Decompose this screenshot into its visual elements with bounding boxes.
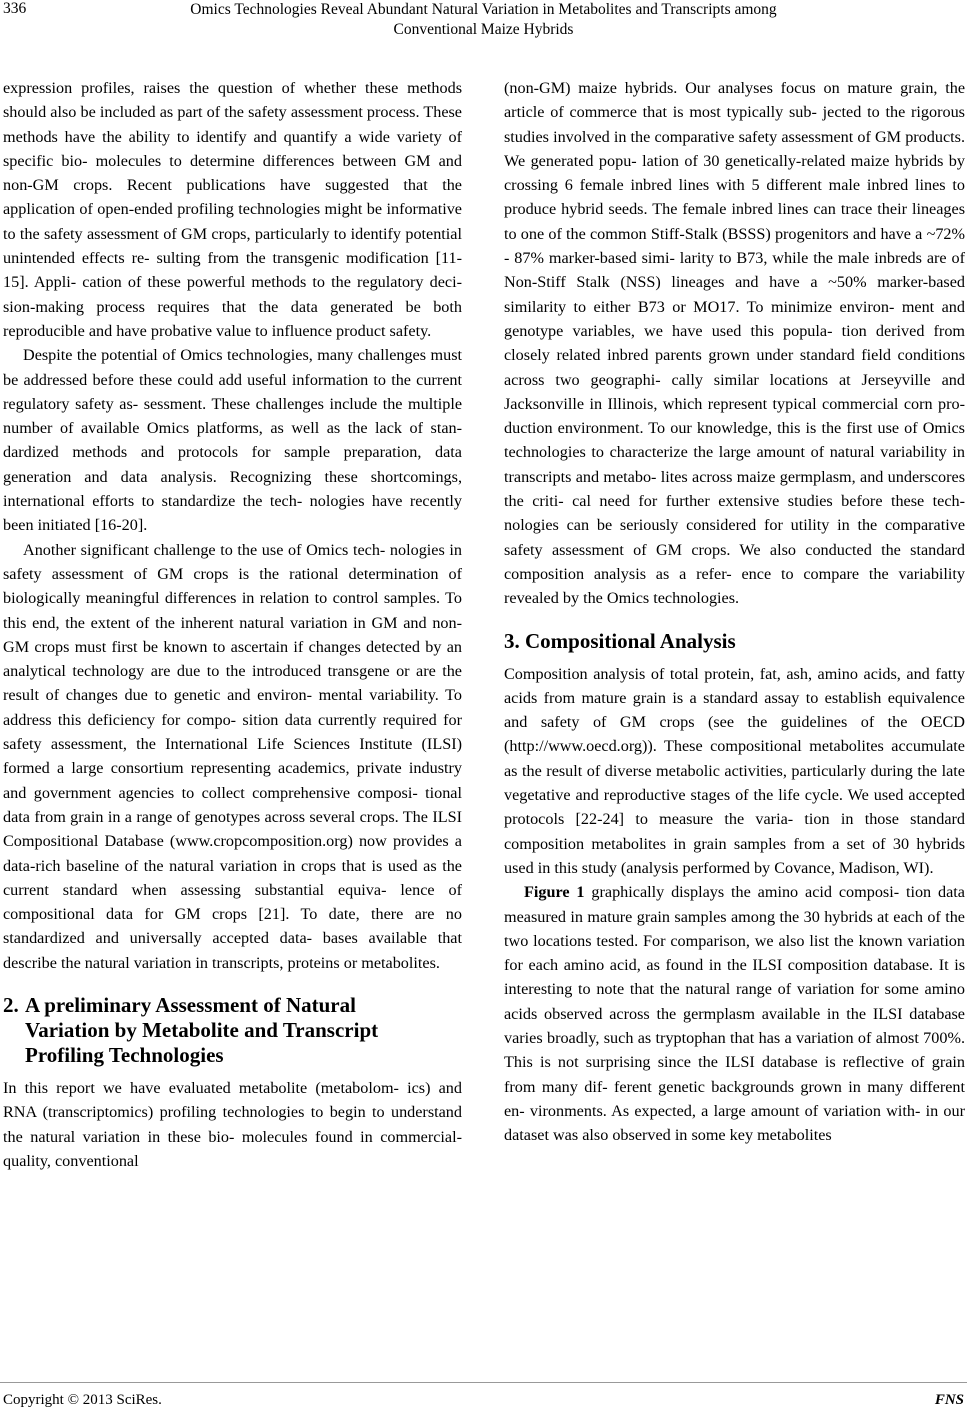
body-paragraph bbox=[504, 880, 965, 1147]
body-paragraph: (non-GM) maize hybrids. Our analyses focus on mature grain, the article of commerce that is most typically sub- jected to the rigorous studies involved in the comparative safety assessment of GM products. We generated popu- lation of 30 genetically-related maize hybrids by crossing 6 female inbred lines with 5 different male inbred lines to produce hybrid seeds. The female inbred lines can trace their lineages to one of the common Stiff-Stalk (BSSS) progenitors and have a ~72% - 87% marker-based simi- larity to B73, while the male inbreds are of Non-Stiff Stalk (NSS) lineages and have a ~50% marker-based similarity to either B73 or MO17. To minimize environ- ment and genotype variables, we have used this popula- tion derived from closely related inbred parents grown under standard field conditions across two geographi- cally similar locations at Jerseyville and Jacksonville in Illinois, which represent typical commercial corn pro- duction environment. To our knowledge, this is the first use of Omics technologies to characterize the large amount of natural variability in transcripts and metabo- lites across maize germplasm, and underscores the criti- cal need for further extensive studies before these tech- nologies can be seriously considered for utility in the comparative safety assessment of GM crops. We also conducted the standard composition analysis as a refer- ence to compare the variability revealed by the Omics technologies. bbox=[504, 79, 965, 608]
body-paragraph: In this report we have evaluated metabolite (metabolom- ics) and RNA (transcriptomics) profiling technologies to begin to understand the natural variation in these bio- molecules found in commercial-quality, conventional bbox=[3, 1078, 462, 1170]
figure-reference: Figure 1 bbox=[524, 883, 585, 902]
running-title-line-2: Conventional Maize Hybrids bbox=[393, 21, 574, 38]
page-number: 336 bbox=[3, 0, 27, 17]
running-head bbox=[0, 0, 967, 40]
body-paragraph: Composition analysis of total protein, fat, ash, amino acids, and fatty acids from mature grain is a standard assay to establish equivalence and safety of GM crops (see the guidelines of the OECD (http://www.oecd.org)). These compositional metabolites accumulate as the result of diverse metabolic activities, particularly during the late vegetative and reproductive stages of the life cycle. We used accepted protocols [22-24] to measure the varia- tion in those standard composition metabolites in grain samples from a set of 30 hybrids used in this study (analysis performed by Covance, Madison, WI). bbox=[504, 664, 965, 877]
copyright-notice: Copyright © 2013 SciRes. bbox=[3, 1392, 162, 1408]
body-paragraph: expression profiles, raises the question of whether these methods should also be included as part of the safety assessment process. These methods have the ability to identify and quantify a wide variety of specific bio- molecules to determine differences between GM and non-GM crops. Recent publications have suggested that the application of open-ended profiling technologies might be informative to the safety assessment of GM crops, particularly to identify potential unintended effects re- sulting from the transgenic modification [11-15]. Appli- cation of these powerful methods to the regulatory deci- sion-making process requires that the data generated be both reproducible and have probative value to influence product safety. bbox=[3, 79, 462, 340]
section-2-heading bbox=[3, 993, 462, 1068]
journal-abbreviation: FNS bbox=[934, 1392, 964, 1408]
section-3-heading: 3. Compositional Analysis bbox=[504, 628, 736, 653]
section-title-line: Profiling Technologies bbox=[25, 1042, 224, 1067]
section-title-line: A preliminary Assessment of Natural bbox=[25, 992, 356, 1017]
body-paragraph: Despite the potential of Omics technologies, many challenges must be addressed before these could add useful information to the current regulatory safety as- sessment. These challenges include the multiple number of available Omics platforms, as well as the lack of stan- dardized methods and protocols for sample preparation, data generation and data analysis. Recognizing these shortcomings, international efforts to standardize the tech- nologies have recently been initiated [16-20]. bbox=[3, 346, 462, 535]
running-title-line-1: Omics Technologies Reveal Abundant Natural Variation in Metabolites and Transcripts among bbox=[190, 1, 777, 18]
right-column bbox=[504, 76, 965, 1147]
left-column bbox=[3, 76, 462, 1173]
paragraph-text: graphically displays the amino acid composi- tion data measured in mature grain samples among the 30 hybrids at each of the two locations tested. For comparison, we also list the known variation for each amino acid, as found in the ILSI composition database. It is interesting to note that the natural range of variation for some amino acids observed across the germplasm available in the ILSI database varies broadly, such as tryptophan that has a variation of almost 700%. This is not surprising since the ILSI database is reflective of grain from many dif- ferent genetic backgrounds grown in many different en- vironments. As expected, a large amount of variation with- in our dataset was also observed in some key metabolites bbox=[504, 883, 965, 1145]
footer-rule bbox=[0, 1382, 967, 1383]
body-paragraph: Another significant challenge to the use of Omics tech- nologies in safety assessment of GM crops is the rational determination of biologically meaningful differences in relation to control samples. To this end, the extent of the inherent natural variation in GM and non-GM crops must first be known to ascertain if changes detected by an analytical technology are due to the introduced transgene or are the result of changes due to genetic and environ- mental variability. To address this deficiency for compo- sition data currently required for safety assessment, the International Life Sciences Institute (ILSI) formed a large consortium representing academics, private industry and government agencies to collect comprehensive composi- tional data from grain in a range of genotypes across several crops. The ILSI Compositional Database (www.cropcomposition.org) now provides a data-rich baseline of the natural variation in crops that is used as the current standard when assessing substantial equiva- lence of compositional data for GM crops [21]. To date, there are no standardized and universally accepted data- bases available that describe the natural variation in transcripts, proteins or metabolites. bbox=[3, 540, 462, 972]
section-title-line: Variation by Metabolite and Transcript bbox=[25, 1017, 379, 1042]
section-number: 2. bbox=[3, 992, 19, 1017]
